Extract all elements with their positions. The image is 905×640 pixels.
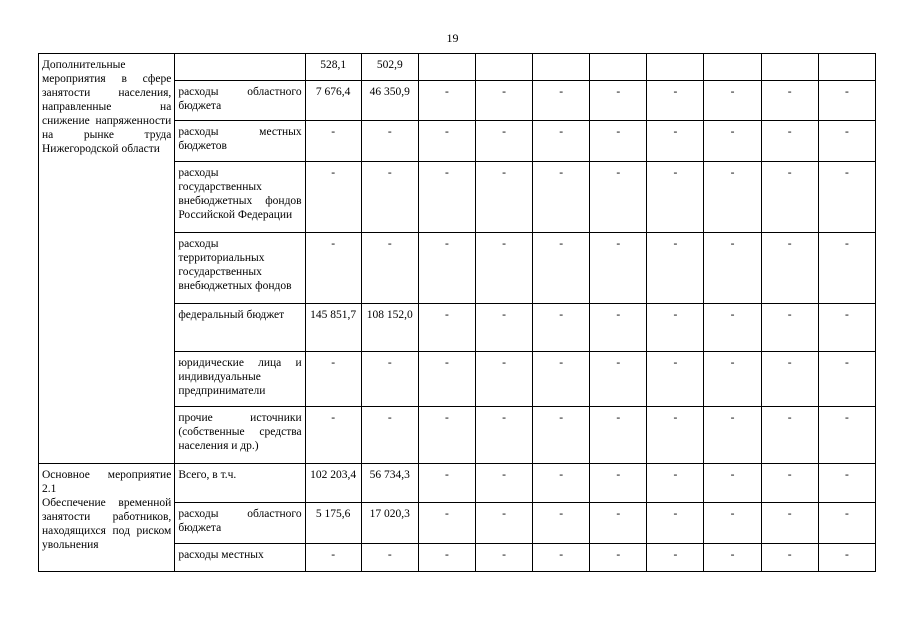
amount-cell: - bbox=[418, 544, 475, 572]
amount-cell: - bbox=[590, 121, 647, 162]
amount-cell: - bbox=[590, 407, 647, 464]
amount-cell: - bbox=[418, 407, 475, 464]
amount-cell: - bbox=[533, 464, 590, 503]
funding-source-cell: Всего, в т.ч. bbox=[175, 464, 305, 503]
amount-cell: - bbox=[533, 352, 590, 407]
amount-cell: - bbox=[590, 503, 647, 544]
amount-cell: - bbox=[533, 544, 590, 572]
amount-cell: - bbox=[533, 233, 590, 304]
activity-name-line: Основное мероприятие 2.1 bbox=[42, 469, 172, 495]
amount-cell: - bbox=[647, 121, 704, 162]
amount-cell: - bbox=[818, 464, 875, 503]
amount-cell: - bbox=[361, 544, 418, 572]
amount-cell: - bbox=[418, 233, 475, 304]
amount-cell bbox=[761, 54, 818, 81]
amount-cell: - bbox=[475, 121, 532, 162]
funding-source-cell: расходы местных bbox=[175, 544, 305, 572]
amount-cell: - bbox=[305, 407, 361, 464]
amount-cell: 502,9 bbox=[361, 54, 418, 81]
amount-cell: - bbox=[761, 121, 818, 162]
amount-cell: - bbox=[704, 233, 761, 304]
amount-cell: - bbox=[761, 503, 818, 544]
amount-cell: - bbox=[590, 81, 647, 121]
amount-cell: - bbox=[647, 503, 704, 544]
amount-cell: - bbox=[590, 162, 647, 233]
amount-cell: - bbox=[647, 233, 704, 304]
funding-source-cell: расходы территориальных государственных внебюджетных фондов bbox=[175, 233, 305, 304]
amount-cell: - bbox=[761, 81, 818, 121]
amount-cell: - bbox=[533, 503, 590, 544]
amount-cell: - bbox=[418, 81, 475, 121]
amount-cell: 102 203,4 bbox=[305, 464, 361, 503]
amount-cell bbox=[704, 54, 761, 81]
page-number: 19 bbox=[446, 31, 459, 45]
amount-cell bbox=[418, 54, 475, 81]
amount-cell: - bbox=[418, 304, 475, 352]
amount-cell: - bbox=[704, 352, 761, 407]
amount-cell: - bbox=[818, 304, 875, 352]
amount-cell: 5 175,6 bbox=[305, 503, 361, 544]
amount-cell: 7 676,4 bbox=[305, 81, 361, 121]
amount-cell: - bbox=[818, 121, 875, 162]
amount-cell: - bbox=[818, 81, 875, 121]
amount-cell: - bbox=[818, 233, 875, 304]
amount-cell: - bbox=[647, 464, 704, 503]
amount-cell: - bbox=[704, 304, 761, 352]
funding-source-cell: прочие источники (собственные средства населения и др.) bbox=[175, 407, 305, 464]
amount-cell: - bbox=[647, 304, 704, 352]
amount-cell: - bbox=[818, 544, 875, 572]
amount-cell: - bbox=[647, 162, 704, 233]
amount-cell bbox=[475, 54, 532, 81]
amount-cell: - bbox=[533, 407, 590, 464]
funding-source-cell: федеральный бюджет bbox=[175, 304, 305, 352]
amount-cell: - bbox=[475, 304, 532, 352]
amount-cell: - bbox=[475, 81, 532, 121]
amount-cell: - bbox=[704, 162, 761, 233]
amount-cell: - bbox=[533, 304, 590, 352]
amount-cell: - bbox=[761, 464, 818, 503]
amount-cell: - bbox=[305, 544, 361, 572]
amount-cell: 108 152,0 bbox=[361, 304, 418, 352]
amount-cell: - bbox=[361, 121, 418, 162]
amount-cell: - bbox=[305, 233, 361, 304]
amount-cell: - bbox=[418, 352, 475, 407]
amount-cell: - bbox=[533, 162, 590, 233]
amount-cell: - bbox=[418, 121, 475, 162]
funding-source-cell: расходы областного бюджета bbox=[175, 503, 305, 544]
amount-cell: - bbox=[761, 352, 818, 407]
funding-source-cell: юридические лица и индивидуальные предприниматели bbox=[175, 352, 305, 407]
amount-cell: - bbox=[647, 352, 704, 407]
activity-name-cell bbox=[39, 464, 175, 572]
amount-cell: - bbox=[475, 464, 532, 503]
amount-cell: - bbox=[533, 81, 590, 121]
amount-cell: - bbox=[475, 162, 532, 233]
budget-table bbox=[38, 53, 876, 572]
amount-cell: - bbox=[761, 407, 818, 464]
amount-cell: - bbox=[361, 233, 418, 304]
amount-cell bbox=[590, 54, 647, 81]
activity-name-cell bbox=[39, 54, 175, 464]
funding-source-cell bbox=[175, 54, 305, 81]
funding-source-cell: расходы областного бюджета bbox=[175, 81, 305, 121]
amount-cell: - bbox=[590, 544, 647, 572]
funding-source-cell: расходы государственных внебюджетных фондов Российской Федерации bbox=[175, 162, 305, 233]
amount-cell: - bbox=[590, 304, 647, 352]
amount-cell: 46 350,9 bbox=[361, 81, 418, 121]
amount-cell: - bbox=[475, 407, 532, 464]
amount-cell: - bbox=[647, 544, 704, 572]
amount-cell: - bbox=[418, 503, 475, 544]
amount-cell bbox=[647, 54, 704, 81]
amount-cell: - bbox=[704, 503, 761, 544]
amount-cell: - bbox=[361, 407, 418, 464]
amount-cell bbox=[818, 54, 875, 81]
amount-cell: - bbox=[305, 121, 361, 162]
amount-cell: - bbox=[647, 81, 704, 121]
table-row bbox=[39, 54, 876, 81]
amount-cell: - bbox=[818, 407, 875, 464]
amount-cell: 17 020,3 bbox=[361, 503, 418, 544]
amount-cell: - bbox=[704, 464, 761, 503]
amount-cell: - bbox=[475, 233, 532, 304]
amount-cell: - bbox=[475, 352, 532, 407]
amount-cell: 528,1 bbox=[305, 54, 361, 81]
amount-cell: - bbox=[305, 162, 361, 233]
amount-cell: - bbox=[361, 352, 418, 407]
table-row bbox=[39, 464, 876, 503]
amount-cell: 56 734,3 bbox=[361, 464, 418, 503]
amount-cell: - bbox=[818, 162, 875, 233]
amount-cell: - bbox=[305, 352, 361, 407]
amount-cell: - bbox=[704, 407, 761, 464]
amount-cell: - bbox=[361, 162, 418, 233]
amount-cell: 145 851,7 bbox=[305, 304, 361, 352]
amount-cell: - bbox=[761, 544, 818, 572]
amount-cell bbox=[533, 54, 590, 81]
amount-cell: - bbox=[818, 352, 875, 407]
amount-cell: - bbox=[418, 464, 475, 503]
amount-cell: - bbox=[761, 233, 818, 304]
amount-cell: - bbox=[761, 304, 818, 352]
amount-cell: - bbox=[761, 162, 818, 233]
amount-cell: - bbox=[590, 233, 647, 304]
amount-cell: - bbox=[475, 503, 532, 544]
amount-cell: - bbox=[533, 121, 590, 162]
amount-cell: - bbox=[647, 407, 704, 464]
amount-cell: - bbox=[704, 544, 761, 572]
amount-cell: - bbox=[704, 81, 761, 121]
funding-source-cell: расходы местных бюджетов bbox=[175, 121, 305, 162]
amount-cell: - bbox=[475, 544, 532, 572]
activity-name-line: Дополнительные мероприятия в сфере занятости населения, направленные на снижение напряженности на рынке труда Нижегородской области bbox=[42, 59, 172, 155]
amount-cell: - bbox=[590, 464, 647, 503]
amount-cell: - bbox=[418, 162, 475, 233]
amount-cell: - bbox=[590, 352, 647, 407]
amount-cell: - bbox=[704, 121, 761, 162]
activity-name-line: Обеспечение временной занятости работников, находящихся под риском увольнения bbox=[42, 497, 172, 551]
amount-cell: - bbox=[818, 503, 875, 544]
